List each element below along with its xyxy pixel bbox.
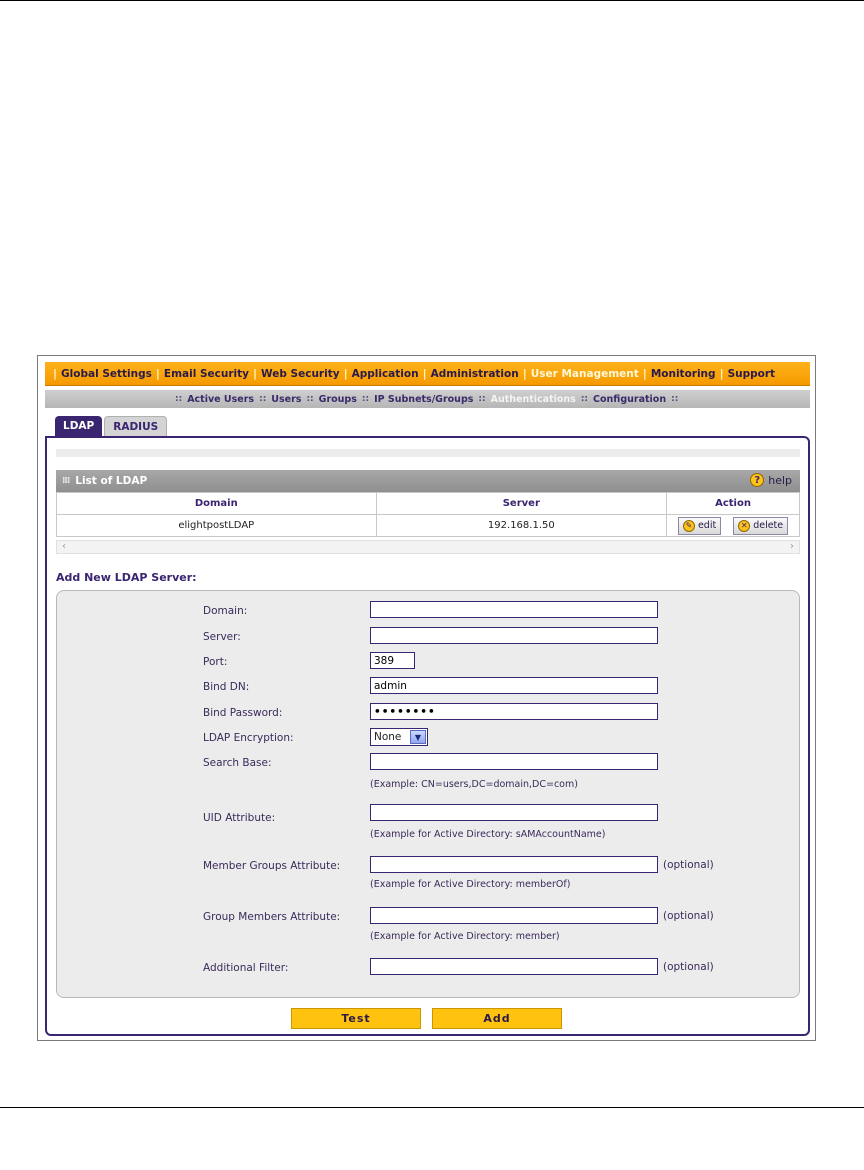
encryption-value: None: [374, 731, 402, 743]
member-groups-example: (Example for Active Directory: memberOf): [370, 879, 571, 890]
spacer-band: [56, 449, 800, 457]
bind-password-label: Bind Password:: [203, 707, 283, 719]
subnav-groups[interactable]: Groups: [318, 393, 357, 405]
subnav-ip-subnets-groups[interactable]: IP Subnets/Groups: [374, 393, 474, 405]
help-icon: ?: [750, 473, 764, 487]
nav-email-security[interactable]: Email Security: [163, 367, 249, 380]
bind-dn-input[interactable]: [370, 677, 658, 694]
row-encryption-field: [57, 728, 801, 748]
uid-attribute-label: UID Attribute:: [203, 812, 276, 824]
additional-filter-label: Additional Filter:: [203, 962, 289, 974]
subnav-users[interactable]: Users: [271, 393, 302, 405]
subnav-active-users[interactable]: Active Users: [187, 393, 255, 405]
search-base-label: Search Base:: [203, 757, 272, 769]
nav-application[interactable]: Application: [351, 367, 419, 380]
action-buttons: [47, 1008, 808, 1030]
chevron-down-icon: ▼: [410, 730, 426, 744]
section-title: Add New LDAP Server:: [56, 571, 197, 584]
row-group-members-field: [57, 907, 801, 927]
row-port-field: [57, 652, 801, 672]
bind-password-input[interactable]: [370, 703, 658, 720]
server-input[interactable]: [370, 627, 658, 644]
row-domain-field: [57, 601, 801, 621]
group-members-optional: (optional): [663, 910, 714, 922]
nav-user-management[interactable]: User Management: [530, 367, 639, 380]
row-member-groups-field: [57, 856, 801, 876]
scroll-right-icon[interactable]: ›: [790, 541, 794, 552]
bind-dn-label: Bind DN:: [203, 681, 250, 693]
server-label: Server:: [203, 631, 241, 643]
domain-input[interactable]: [370, 601, 658, 618]
encryption-label: LDAP Encryption:: [203, 732, 294, 744]
additional-filter-input[interactable]: [370, 958, 658, 975]
row-actions: [667, 515, 800, 537]
uid-attribute-example: (Example for Active Directory: sAMAccountName): [370, 829, 606, 840]
search-base-input[interactable]: [370, 753, 658, 770]
additional-filter-optional: (optional): [663, 961, 714, 973]
delete-button[interactable]: ✕ delete: [733, 517, 788, 535]
help-link[interactable]: [750, 473, 792, 487]
row-server-field: [57, 627, 801, 647]
row-server: 192.168.1.50: [376, 515, 667, 537]
document-bottom-rule: [0, 1107, 864, 1108]
horizontal-scrollbar[interactable]: [56, 540, 800, 554]
row-bind-dn-field: [57, 677, 801, 697]
nav-administration[interactable]: Administration: [430, 367, 519, 380]
row-bind-password-field: [57, 703, 801, 723]
test-button[interactable]: Test: [291, 1008, 421, 1029]
content-frame: [45, 436, 810, 1036]
row-domain: elightpostLDAP: [57, 515, 377, 537]
column-header-server: Server: [376, 493, 667, 515]
port-label: Port:: [203, 656, 228, 668]
close-icon: ✕: [738, 520, 750, 532]
scroll-left-icon[interactable]: ‹: [62, 541, 66, 552]
row-additional-filter-field: [57, 958, 801, 978]
add-button[interactable]: Add: [432, 1008, 562, 1029]
edit-button[interactable]: ✎ edit: [678, 517, 721, 535]
nav-monitoring[interactable]: Monitoring: [650, 367, 716, 380]
group-members-example: (Example for Active Directory: member): [370, 931, 560, 942]
member-groups-optional: (optional): [663, 859, 714, 871]
add-ldap-form: [56, 590, 800, 998]
list-header: [56, 470, 800, 492]
member-groups-label: Member Groups Attribute:: [203, 860, 341, 872]
grip-icon: ⁞⁞⁞: [62, 476, 70, 486]
main-nav: | Global Settings | Email Security | Web Security | Application | Administration | User Management | Monitoring | Support: [45, 362, 810, 386]
help-label: help: [768, 473, 792, 487]
nav-web-security[interactable]: Web Security: [261, 367, 340, 380]
uid-attribute-input[interactable]: [370, 804, 658, 821]
document-top-rule: [0, 0, 864, 1]
group-members-input[interactable]: [370, 907, 658, 924]
encryption-select[interactable]: [370, 728, 428, 746]
subnav-configuration[interactable]: Configuration: [593, 393, 667, 405]
row-uid-attribute-field: [57, 804, 801, 824]
domain-label: Domain:: [203, 605, 248, 617]
column-header-domain: Domain: [57, 493, 377, 515]
pencil-icon: ✎: [683, 520, 695, 532]
list-title: List of LDAP: [75, 475, 148, 487]
table-row: [57, 515, 800, 537]
tab-radius[interactable]: RADIUS: [104, 416, 167, 436]
row-search-base-field: [57, 753, 801, 773]
member-groups-input[interactable]: [370, 856, 658, 873]
tab-bar: [55, 416, 169, 436]
search-base-example: (Example: CN=users,DC=domain,DC=com): [370, 779, 578, 790]
tab-ldap[interactable]: LDAP: [55, 416, 102, 436]
nav-support[interactable]: Support: [727, 367, 776, 380]
port-input[interactable]: [370, 652, 415, 669]
nav-global-settings[interactable]: Global Settings: [61, 367, 152, 380]
sub-nav: :: Active Users :: Users :: Groups :: IP Subnets/Groups :: Authentications :: Configuration ::: [45, 390, 810, 408]
group-members-label: Group Members Attribute:: [203, 911, 341, 923]
column-header-action: Action: [667, 493, 800, 515]
screenshot-frame: [37, 355, 816, 1041]
subnav-authentications[interactable]: Authentications: [490, 393, 576, 405]
ldap-table: [56, 492, 800, 537]
